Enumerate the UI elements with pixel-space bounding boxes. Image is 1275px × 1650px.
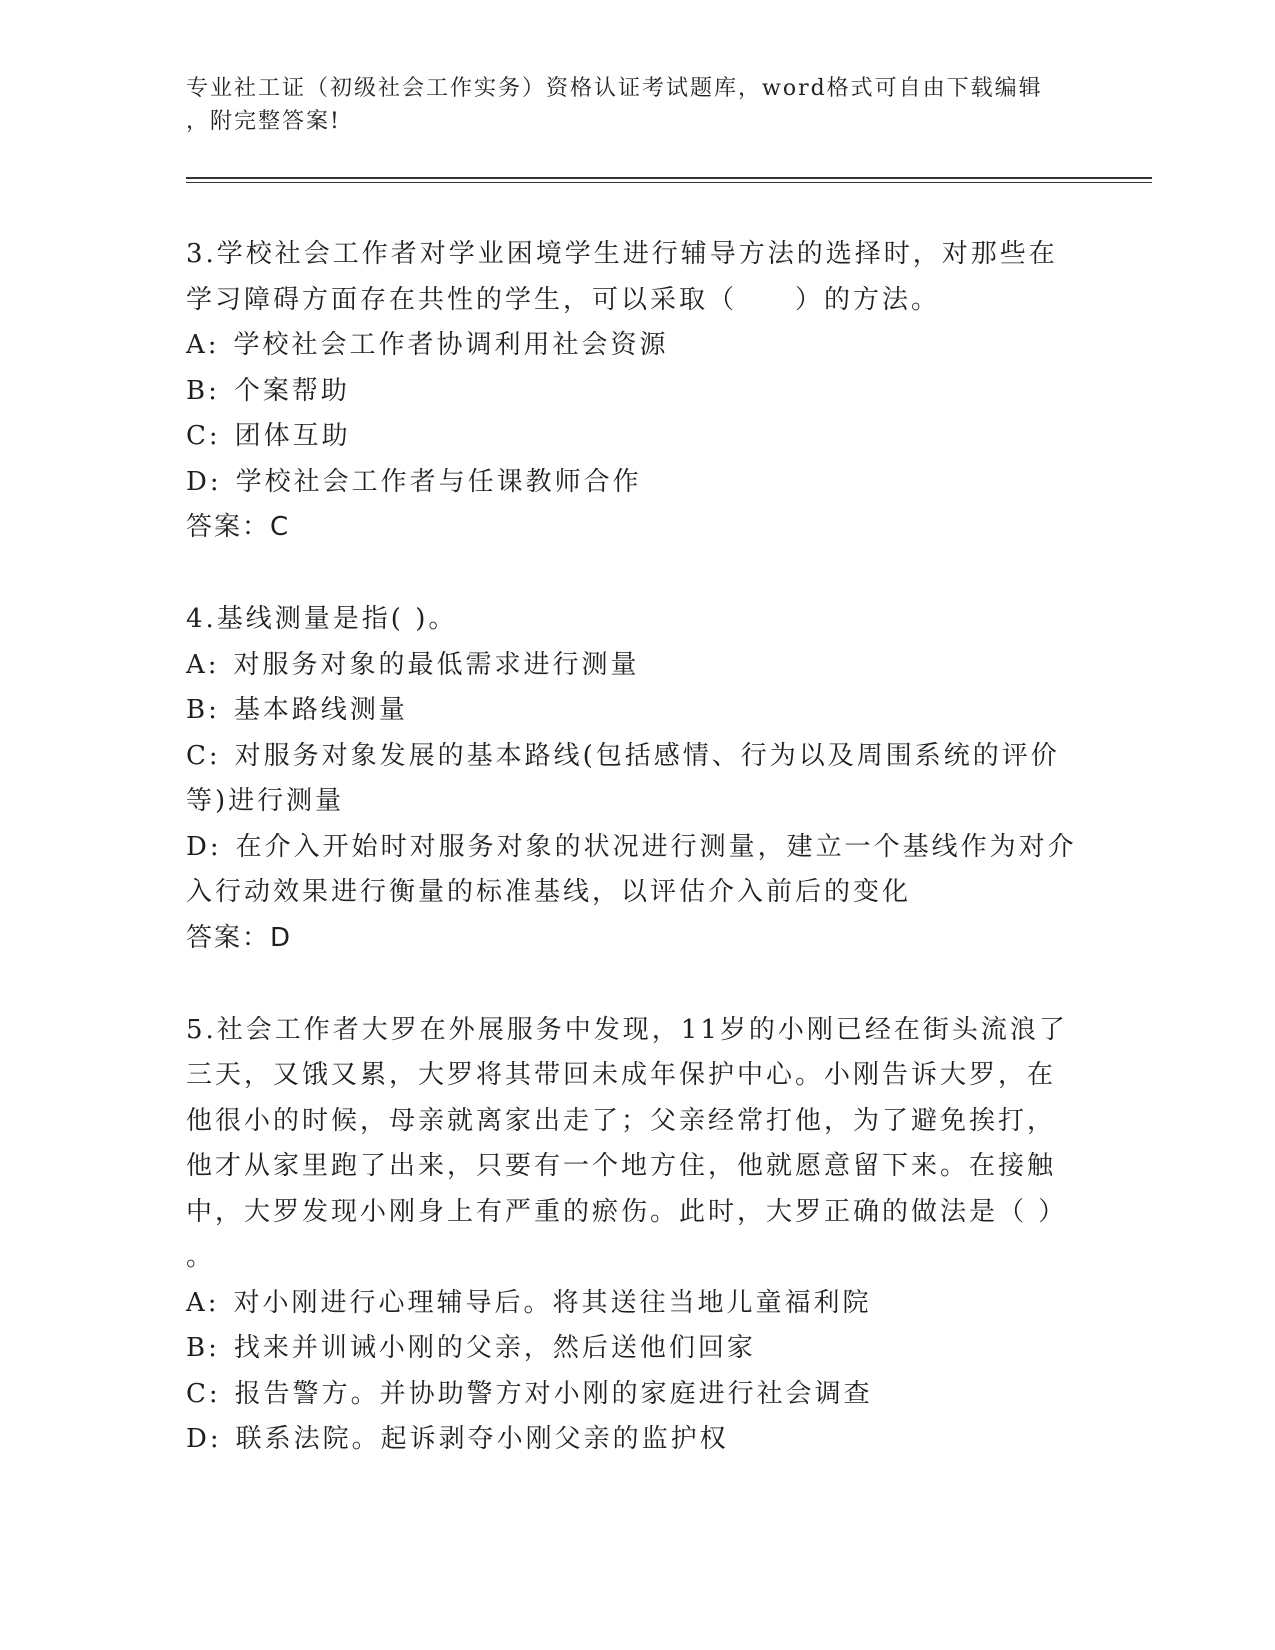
- question-5-option-c: [186, 1372, 1086, 1418]
- question-4-line-1: 4.基线测量是指( )。: [186, 604, 458, 634]
- header-line-1: 专业社工证（初级社会工作实务）资格认证考试题库，word格式可自由下载编辑: [186, 76, 1043, 101]
- header-line-2: ，附完整答案!: [186, 109, 341, 134]
- question-5-line-4: 他才从家里跑了出来，只要有一个地方住，他就愿意留下来。在接触: [186, 1151, 1057, 1181]
- option-label: B:: [186, 695, 220, 725]
- document-header: [186, 72, 1066, 138]
- question-list: [186, 232, 1086, 1463]
- question-5-line-2: 三天，又饿又累，大罗将其带回未成年保护中心。小刚告诉大罗，在: [186, 1060, 1057, 1090]
- option-text: 学校社会工作者协调利用社会资源: [233, 330, 669, 360]
- option-text: 对服务对象的最低需求进行测量: [233, 649, 640, 680]
- option-text: 对服务对象发展的基本路线(包括感情、行为以及周围系统的评价: [234, 740, 1060, 771]
- option-text: 个案帮助: [233, 375, 350, 406]
- question-3-line-2: 学习障碍方面存在共性的学生，可以采取（ ）的方法。: [186, 284, 941, 315]
- question-5-line-1: 5.社会工作者大罗在外展服务中发现，11岁的小刚已经在街头流浪了: [186, 1014, 1068, 1045]
- question-3-answer: 答案：C: [186, 512, 291, 542]
- option-label: C:: [186, 421, 221, 451]
- question-3-option-c: [186, 414, 1086, 460]
- option-label: D:: [186, 466, 222, 497]
- option-label: C:: [186, 1378, 221, 1409]
- question-3-option-d: [186, 460, 1086, 506]
- question-spacer: [186, 550, 1086, 597]
- question-5-option-a: [186, 1281, 1086, 1327]
- option-label: D:: [186, 1424, 222, 1454]
- option-text: 找来并训诫小刚的父亲，然后送他们回家: [233, 1333, 756, 1363]
- header-divider: [186, 177, 1152, 183]
- option-text: 对小刚进行心理辅导后。将其送往当地儿童福利院: [233, 1287, 872, 1318]
- option-text: 基本路线测量: [233, 695, 408, 725]
- question-4-option-c-continued: 等)进行测量: [186, 786, 345, 816]
- option-label: D:: [186, 831, 222, 862]
- question-5: [186, 1008, 1086, 1463]
- question-spacer: [186, 961, 1086, 1008]
- question-4-option-a: [186, 643, 1086, 689]
- question-5-option-b: [186, 1326, 1086, 1372]
- option-text: 团体互助: [234, 421, 351, 451]
- question-4-option-d-continued: 入行动效果进行衡量的标准基线，以评估介入前后的变化: [186, 877, 912, 907]
- option-label: B:: [186, 1333, 220, 1363]
- question-3-option-a: [186, 323, 1086, 369]
- option-text: 学校社会工作者与任课教师合作: [235, 466, 642, 497]
- option-label: A:: [186, 1287, 220, 1318]
- question-4-option-b: [186, 688, 1086, 734]
- question-4-option-c: [186, 734, 1086, 780]
- question-4: [186, 597, 1086, 961]
- question-5-line-6: 。: [186, 1242, 216, 1272]
- question-4-option-d: [186, 825, 1086, 871]
- option-text: 联系法院。起诉剥夺小刚父亲的监护权: [235, 1424, 729, 1454]
- option-label: B:: [186, 375, 220, 406]
- option-text: 报告警方。并协助警方对小刚的家庭进行社会调查: [234, 1378, 873, 1409]
- option-label: A:: [186, 330, 220, 360]
- question-5-line-3: 他很小的时候，母亲就离家出走了；父亲经常打他，为了避免挨打，: [186, 1105, 1057, 1136]
- option-label: A:: [186, 649, 220, 680]
- question-4-answer: 答案：D: [186, 922, 293, 953]
- question-3-option-b: [186, 369, 1086, 415]
- question-5-line-5: 中，大罗发现小刚身上有严重的瘀伤。此时，大罗正确的做法是（ ）: [186, 1196, 1068, 1227]
- question-3: [186, 232, 1086, 550]
- option-text: 在介入开始时对服务对象的状况进行测量，建立一个基线作为对介: [235, 831, 1077, 862]
- question-5-option-d: [186, 1417, 1086, 1463]
- question-3-line-1: 3.学校社会工作者对学业困境学生进行辅导方法的选择时，对那些在: [186, 239, 1058, 269]
- option-label: C:: [186, 740, 221, 771]
